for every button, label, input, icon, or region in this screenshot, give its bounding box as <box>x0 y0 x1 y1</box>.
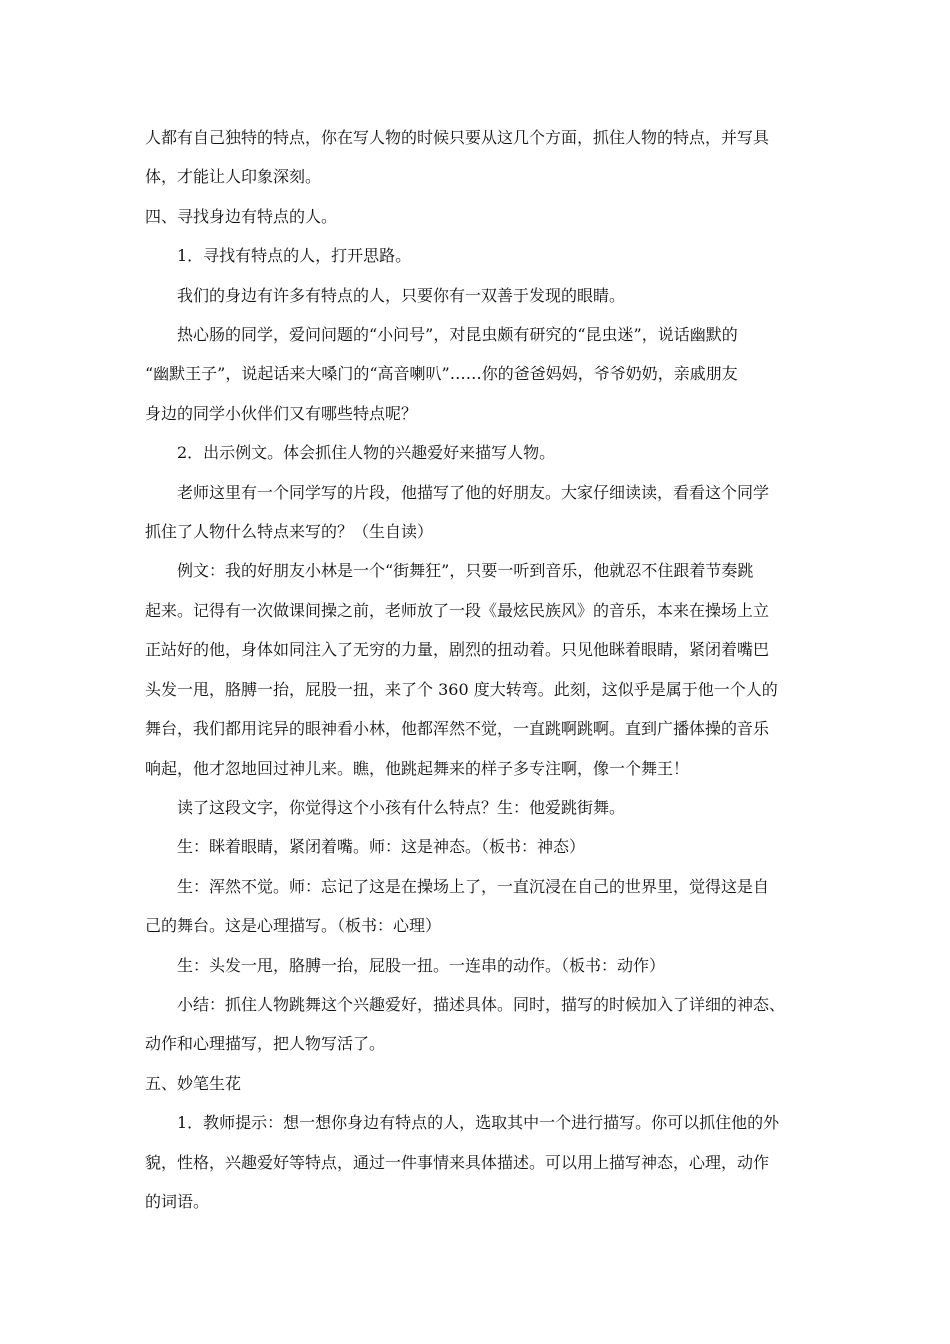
subsection-heading: 1．寻找有特点的人，打开思路。 <box>177 246 412 266</box>
example-text-line: 例文：我的好朋友小林是一个“街舞狂”，只要一听到音乐，他就忍不住跟着节奏跳 <box>177 561 754 581</box>
document-body <box>145 118 817 1221</box>
text-line: 的词语。 <box>145 1191 210 1211</box>
text-line: 小结：抓住人物跳舞这个兴趣爱好，描述具体。同时，描写的时候加入了详细的神态、 <box>177 994 786 1014</box>
text-line: 体，才能让人印象深刻。 <box>145 167 322 187</box>
text-line: 貌，性格，兴趣爱好等特点，通过一件事情来具体描述。可以用上描写神态，心理，动作 <box>145 1152 770 1172</box>
example-text-line: 起来。记得有一次做课间操之前，老师放了一段《最炫民族风》的音乐，本来在操场上立 <box>145 600 770 620</box>
subsection-heading: 1．教师提示：想一想你身边有特点的人，选取其中一个进行描写。你可以抓住他的外 <box>177 1113 780 1133</box>
text-line: 己的舞台。这是心理描写。（板书：心理） <box>145 916 442 936</box>
section-heading: 五、妙笔生花 <box>145 1073 242 1093</box>
example-text-line: 头发一甩，胳膊一抬，屁股一扭，来了个 360 度大转弯。此刻，这似乎是属于他一个人的 <box>145 679 778 699</box>
text-line: 热心肠的同学，爱问问题的“小问号”，对昆虫颇有研究的“昆虫迷”，说话幽默的 <box>177 325 738 345</box>
section-heading: 四、寻找身边有特点的人。 <box>145 206 338 226</box>
example-text-line: 舞台，我们都用诧异的眼神看小林，他都浑然不觉，一直跳啊跳啊。直到广播体操的音乐 <box>145 719 770 739</box>
text-line: 人都有自己独特的特点，你在写人物的时候只要从这几个方面，抓住人物的特点，并写具 <box>145 128 770 147</box>
example-text-line: 响起，他才忽地回过神儿来。瞧，他跳起舞来的样子多专注啊，像一个舞王！ <box>145 758 690 778</box>
text-line: 老师这里有一个同学写的片段，他描写了他的好朋友。大家仔细读读，看看这个同学 <box>177 482 770 502</box>
text-line: 生：头发一甩，胳膊一抬，屁股一扭。一连串的动作。（板书：动作） <box>177 955 666 975</box>
subsection-heading: 2．出示例文。体会抓住人物的兴趣爱好来描写人物。 <box>177 443 556 463</box>
text-line: 动作和心理描写，把人物写活了。 <box>145 1034 386 1054</box>
text-line: 生：眯着眼睛，紧闭着嘴。师：这是神态。（板书：神态） <box>177 837 586 857</box>
text-line: 身边的同学小伙伴们又有哪些特点呢？ <box>145 403 418 423</box>
text-line: 抓住了人物什么特点来写的？（生自读） <box>145 522 434 542</box>
text-line: 读了这段文字，你觉得这个小孩有什么特点？生：他爱跳街舞。 <box>177 797 626 817</box>
text-line: 我们的身边有许多有特点的人，只要你有一双善于发现的眼睛。 <box>177 285 626 305</box>
text-line: “幽默王子”，说起话来大嗓门的“高音喇叭”……你的爸爸妈妈，爷爷奶奶，亲戚朋友 <box>145 364 738 384</box>
example-text-line: 正站好的他，身体如同注入了无穷的力量，剧烈的扭动着。只见他眯着眼睛，紧闭着嘴巴 <box>145 640 770 660</box>
text-line: 生：浑然不觉。师：忘记了这是在操场上了，一直沉浸在自己的世界里，觉得这是自 <box>177 876 770 896</box>
